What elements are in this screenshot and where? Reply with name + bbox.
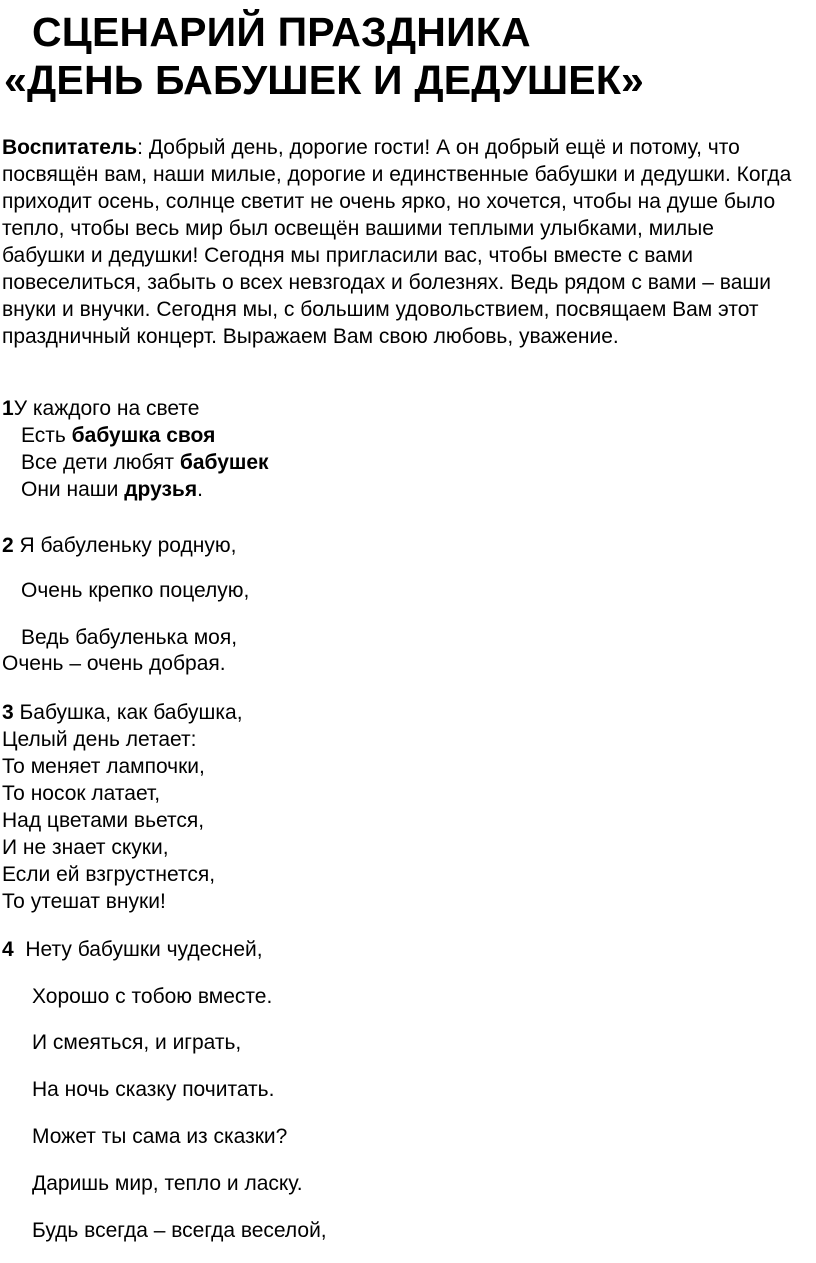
poem-3-line-7: Если ей взгрустнется, — [2, 863, 216, 886]
poem-3-line-3: То меняет лампочки, — [2, 755, 205, 778]
poem-4-number: 4 — [2, 938, 14, 961]
poem-1-number: 1 — [2, 397, 14, 420]
poem-4-line-3: И смеяться, и играть, — [32, 1031, 242, 1054]
poem-4-line-5: Может ты сама из сказки? — [32, 1125, 288, 1148]
poem-3-line-5: Над цветами вьется, — [2, 809, 205, 832]
speaker-name: Воспитатель — [2, 136, 138, 159]
poem-1-line-4: Они наши друзья. — [21, 478, 203, 501]
poem-3-line-8: То утешат внуки! — [2, 890, 166, 913]
poem-2-line-3: Ведь бабуленька моя, — [21, 626, 238, 649]
poem-3-line-6: И не знает скуки, — [2, 836, 169, 859]
poem-1-line-2: Есть бабушка своя — [21, 424, 216, 447]
poem-3-line-1: 3 Бабушка, как бабушка, — [2, 701, 243, 724]
poem-3-line-4: То носок латает, — [2, 782, 161, 805]
poem-2-number: 2 — [2, 534, 14, 557]
poem-2-line-2: Очень крепко поцелую, — [21, 579, 250, 602]
page-title — [0, 8, 644, 104]
poem-2-line-1: 2 Я бабуленьку родную, — [2, 534, 237, 557]
poem-4-line-4: На ночь сказку почитать. — [32, 1078, 275, 1101]
intro-paragraph — [2, 134, 802, 350]
poem-4-line-6: Даришь мир, тепло и ласку. — [32, 1172, 303, 1195]
intro-text: : Добрый день, дорогие гости! А он добрый ещё и потому, что посвящён вам, наши милые, дорогие и единственные бабушки и дедушки. Когда приходит осень, солнце светит не очень ярко, но хочется, чтобы на душе было тепло, чтобы весь мир был освещён вашими теплыми улыбками, милые бабушки и дедушки! Сегодня мы пригласили вас, чтобы вместе с вами повеселиться, забыть о всех невзгодах и болезнях. Ведь рядом с вами – ваши внуки и внучки. Сегодня мы, с большим удовольствием, посвящаем Вам этот праздничный концерт. Выражаем Вам свою любовь, уважение. — [2, 136, 792, 348]
poem-3-line-2: Целый день летает: — [2, 728, 197, 751]
poem-3-number: 3 — [2, 701, 14, 724]
title-line-2: «ДЕНЬ БАБУШЕК И ДЕДУШЕК» — [4, 57, 645, 103]
poem-4-line-2: Хорошо с тобою вместе. — [32, 985, 273, 1008]
poem-4-line-1: 4 Нету бабушки чудесней, — [2, 938, 263, 961]
poem-2-line-4: Очень – очень добрая. — [2, 652, 226, 675]
poem-4-line-7: Будь всегда – всегда веселой, — [32, 1219, 327, 1242]
poem-1-line-3: Все дети любят бабушек — [21, 451, 269, 474]
title-line-1: СЦЕНАРИЙ ПРАЗДНИКА — [32, 9, 531, 55]
poem-1-line-1: 1У каждого на свете — [2, 397, 200, 420]
